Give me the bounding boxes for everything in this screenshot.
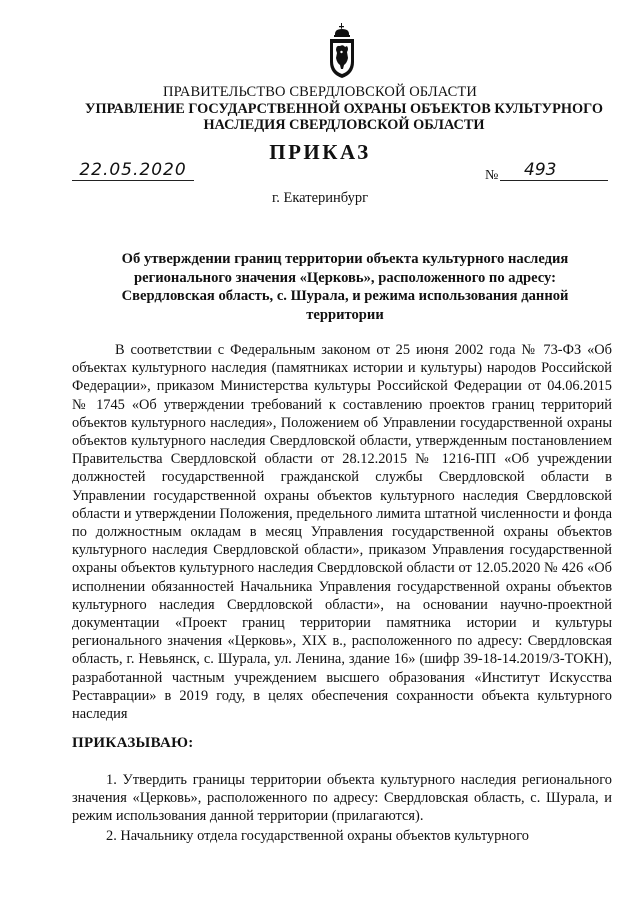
document-title: Об утверждении границ территории объекта культурного наследия регионального значения «Церковь», расположенного по адресу: Свердловская область, с. Шурала, и режима использования данной территории: [121, 251, 569, 323]
org-name-line1: ПРАВИТЕЛЬСТВО СВЕРДЛОВСКОЙ ОБЛАСТИ: [163, 84, 477, 100]
document-number: 493: [500, 160, 608, 181]
order-item-2: 2. Начальнику отдела государственной охраны объектов культурного: [106, 828, 529, 844]
org-name-line2: УПРАВЛЕНИЕ ГОСУДАРСТВЕННОЙ ОХРАНЫ ОБЪЕКТОВ КУЛЬТУРНОГО НАСЛЕДИЯ СВЕРДЛОВСКОЙ ОБЛАСТИ: [85, 101, 603, 133]
number-label: №: [485, 168, 499, 183]
order-item-1: 1. Утвердить границы территории объекта культурного наследия регионального значения «Церковь», расположенного по адресу: Свердловская область, с. Шурала, и режим использования данной территории (прилагаются).: [72, 772, 612, 825]
city: г. Екатеринбург: [271, 190, 369, 206]
order-word: ПРИКАЗЫВАЮ:: [72, 735, 194, 751]
preamble-paragraph: В соответствии с Федеральным законом от 25 июня 2002 года № 73-ФЗ «Об объектах культурного наследия (памятниках истории и культуры) народов Российской Федерации», приказом Министерства культуры Российской Федерации от 04.06.2015 № 1745 «Об утверждении требований к составлению проектов границ территорий объектов культурного наследия», Положением об Управлении государственной охраны объектов культурного наследия Свердловской области, утвержденным постановлением Правительства Свердловской области от 28.12.2015 № 1216-ПП «Об учреждении должностей государственной гражданской службы Свердловской области в Управлении государственной охраны объектов культурного наследия Свердловской области и утверждении Положения, предельного лимита штатной численности и фонда по должностным окладам в месяц Управления государственной охраны объектов культурного наследия Свердловской области», приказом Управления государственной охраны объектов культурного наследия Свердловской области от 12.05.2020 № 426 «Об исполнении обязанностей Начальника Управления государственной охраны объектов культурного наследия Свердловской области», на основании научно-проектной документации «Проект границ территории памятника истории и культуры регионального значения «Церковь», XIX в., расположенного по адресу: Свердловская область, г. Невьянск, с. Шурала, ул. Ленина, здание 16» (шифр 39-18-14.2019/3-ТОКН), разработанной частным учреждением высшего образования «Институт Искусства Реставрации» в 2019 году, в целях обеспечения сохранности объекта культурного наследия: [72, 342, 612, 723]
document-type: ПРИКАЗ: [269, 140, 371, 164]
document-date: 22.05.2020: [72, 160, 194, 181]
coat-of-arms-icon: [327, 22, 357, 80]
